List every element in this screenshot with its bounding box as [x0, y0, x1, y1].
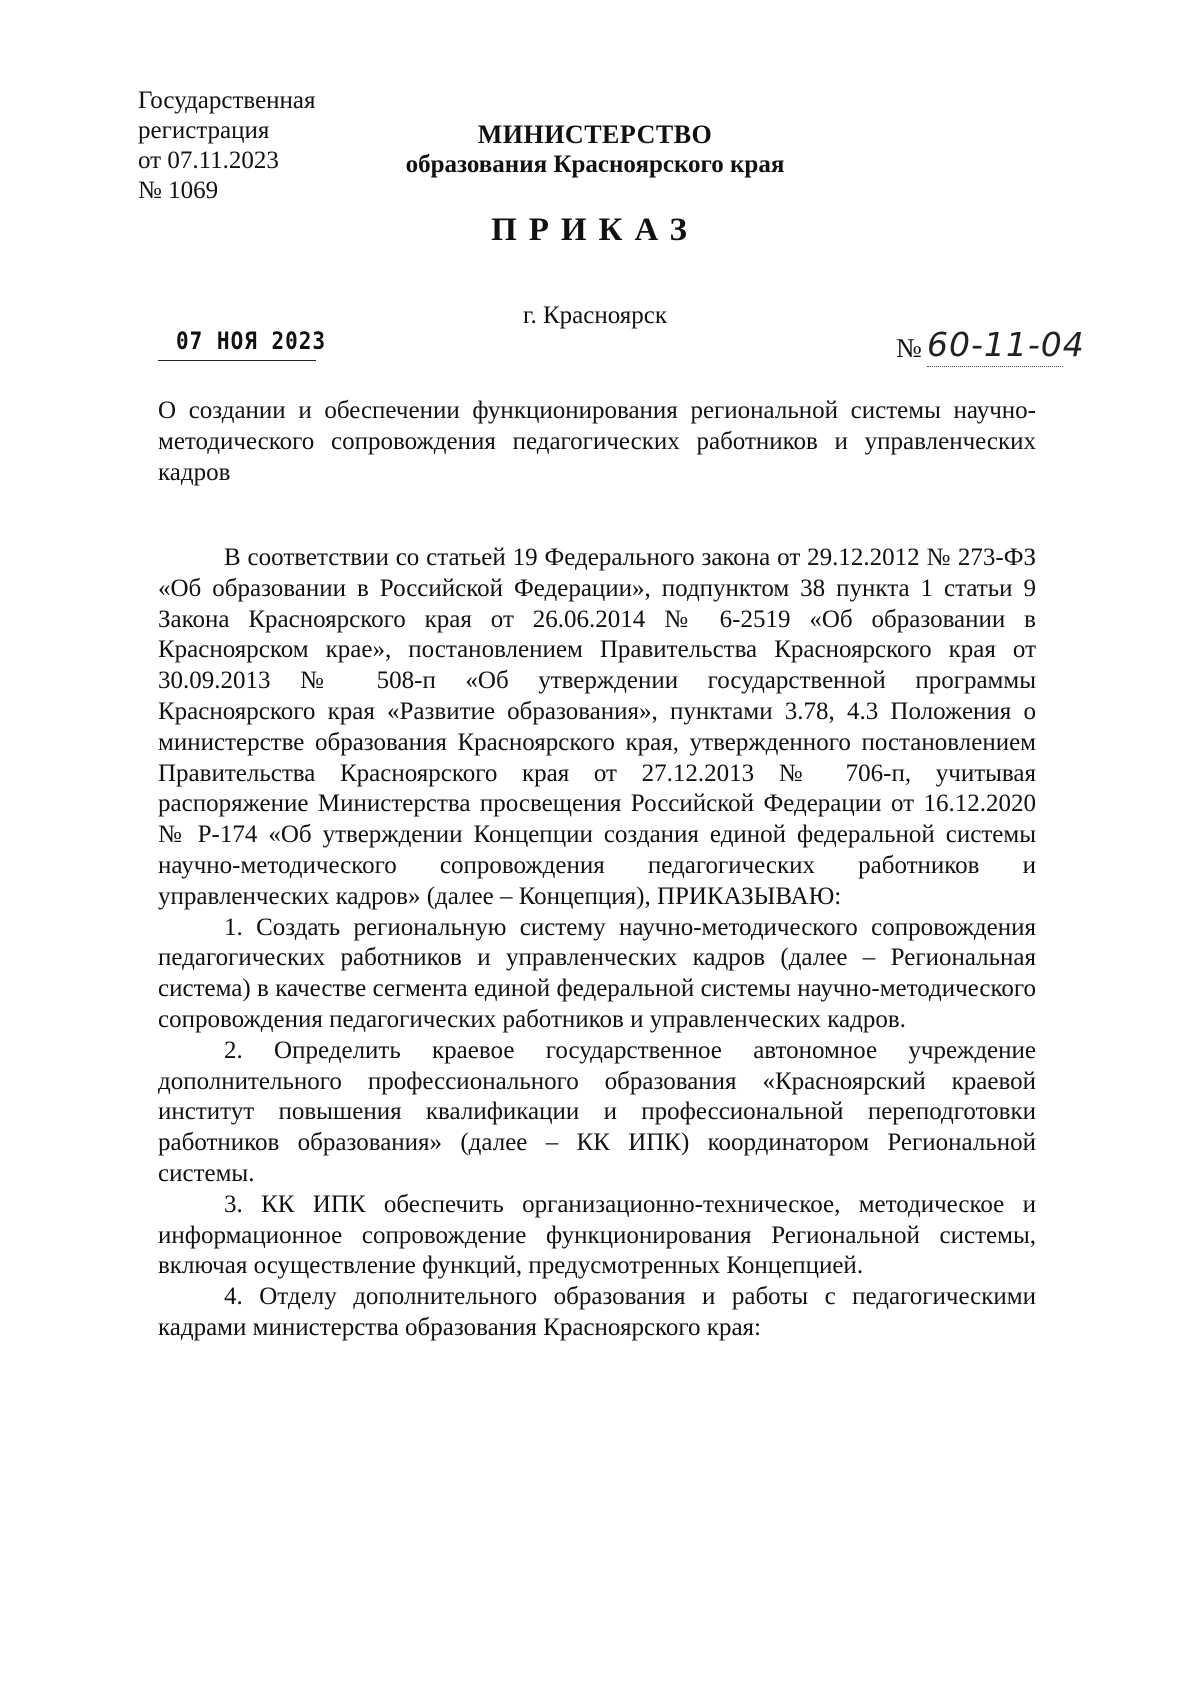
- order-subject: О создании и обеспечении функционирования региональной системы научно-методического сопровождения педагогических работников и управленческих кадров: [158, 397, 1036, 486]
- handwritten-number: 60-11-04: [927, 325, 1085, 364]
- registration-date: от 07.11.2023: [138, 147, 279, 174]
- document-type: ПРИКАЗ: [491, 212, 699, 248]
- ministry-name: МИНИСТЕРСТВО: [477, 120, 713, 149]
- order-item-4: 4. Отделу дополнительного образования и работы с педагогическими кадрами министерства образования Красноярского края:: [158, 1283, 1036, 1341]
- order-item-3: 3. КК ИПК обеспечить организационно-техническое, методическое и информационное сопровождение функционирования Региональной системы, включая осуществление функций, предусмотренных Концепцией.: [158, 1190, 1036, 1280]
- date-stamp: 07 НОЯ 2023: [176, 327, 327, 355]
- ministry-subtitle: образования Красноярского края: [405, 151, 785, 178]
- city: г. Красноярск: [523, 302, 667, 329]
- order-item-1: 1. Создать региональную систему научно-методического сопровождения педагогических работников и управленческих кадров (далее – Региональная система) в качестве сегмента единой федеральной системы научно-методического сопровождения педагогических работников и управленческих кадров.: [158, 913, 1036, 1033]
- registration-line-2: регистрация: [138, 117, 270, 144]
- registration-number: № 1069: [138, 177, 219, 204]
- number-underline: [927, 366, 1063, 367]
- order-body: [158, 543, 1036, 1344]
- number-label: №: [896, 333, 922, 363]
- ministry-heading: [0, 120, 1190, 180]
- preamble-paragraph: В соответствии со статьей 19 Федерального закона от 29.12.2012 № 273-ФЗ «Об образовании в Российской Федерации», подпунктом 38 пункта 1 статьи 9 Закона Красноярского края от 26.06.2014 № 6-2519 «Об образовании в Красноярском крае», постановлением Правительства Красноярского края от 30.09.2013 № 508-п «Об утверждении государственной программы Красноярского края «Развитие образования», пунктами 3.78, 4.3 Положения о министерстве образования Красноярского края, утвержденного постановлением Правительства Красноярского края от 27.12.2013 № 706-п, учитывая распоряжение Министерства просвещения Российской Федерации от 16.12.2020 № Р-174 «Об утверждении Концепции создания единой федеральной системы научно-методического сопровождения педагогических работников и управленческих кадров» (далее – Концепция), ПРИКАЗЫВАЮ:: [158, 544, 1036, 910]
- registration-line-1: Государственная: [138, 87, 316, 114]
- order-item-2: 2. Определить краевое государственное автономное учреждение дополнительного профессионального образования «Красноярский краевой институт повышения квалификации и профессиональной переподготовки работников образования» (далее – КК ИПК) координатором Региональной системы.: [158, 1036, 1036, 1187]
